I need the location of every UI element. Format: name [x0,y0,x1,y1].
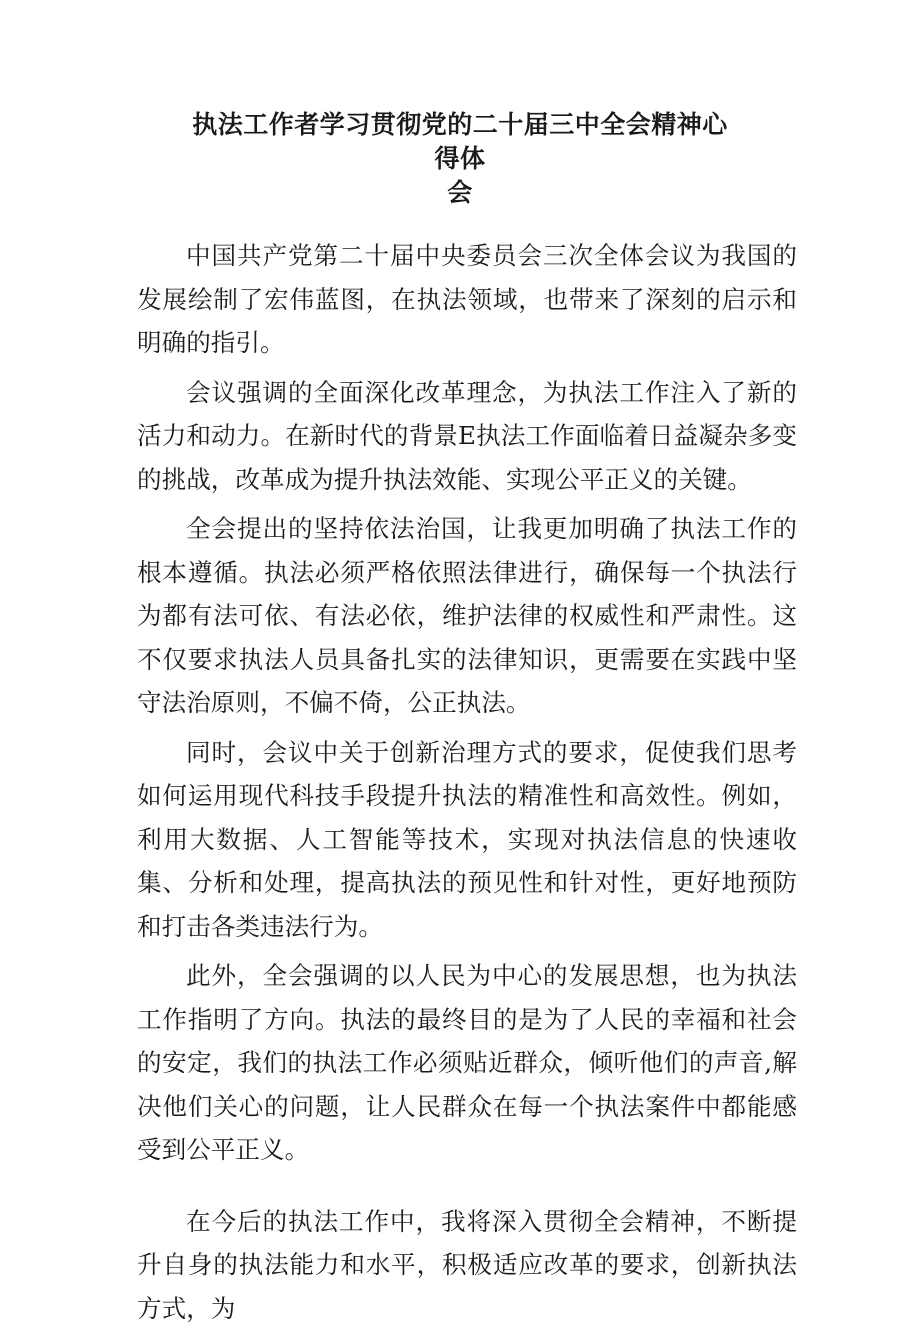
paragraph-2: 会议强调的全面深化改革理念，为执法工作注入了新的活力和动力。在新时代的背景E执法工作面临着日益凝杂多变的挑战，改革成为提升执法效能、实现公平正义的关键。 [137,377,797,494]
paragraph-5: 此外，全会强调的以人民为中心的发展思想，也为执法工作指明了方向。执法的最终目的是为了人民的幸福和社会的安定，我们的执法工作必须贴近群众，倾听他们的声音,解决他们关心的问题，让人民群众在每一个执法案件中都能感受到公平正义。 [137,961,797,1164]
title-line-2: 会 [447,178,473,207]
document-title [180,108,740,210]
paragraph-3: 全会提出的坚持依法治国，让我更加明确了执法工作的根本遵循。执法必须严格依照法律进行，确保每一个执法行为都有法可依、有法必依，维护法律的权威性和严肃性。这不仅要求执法人员具备扎实的法律知识，更需要在实践中坚守法治原则，不偏不倚，公正执法。 [137,514,797,717]
paragraph-1: 中国共产党第二十届中央委员会三次全体会议为我国的发展绘制了宏伟蓝图，在执法领域，也带来了深刻的启示和明确的指引。 [137,241,797,357]
paragraph-4: 同时，会议中关于创新治理方式的要求，促使我们思考如何运用现代科技手段提升执法的精准性和高效性。例如，利用大数据、人工智能等技术，实现对执法信息的快速收集、分析和处理，提高执法的预见性和针对性，更好地预防和打击各类违法行为。 [137,737,797,941]
paragraph-6: 在今后的执法工作中，我将深入贯彻全会精神，不断提升自身的执法能力和水平，积极适应改革的要求，创新执法方式，为 [137,1206,797,1323]
title-line-1: 执法工作者学习贯彻党的二十届三中全会精神心得体 [192,110,728,173]
document-body [137,234,797,1336]
